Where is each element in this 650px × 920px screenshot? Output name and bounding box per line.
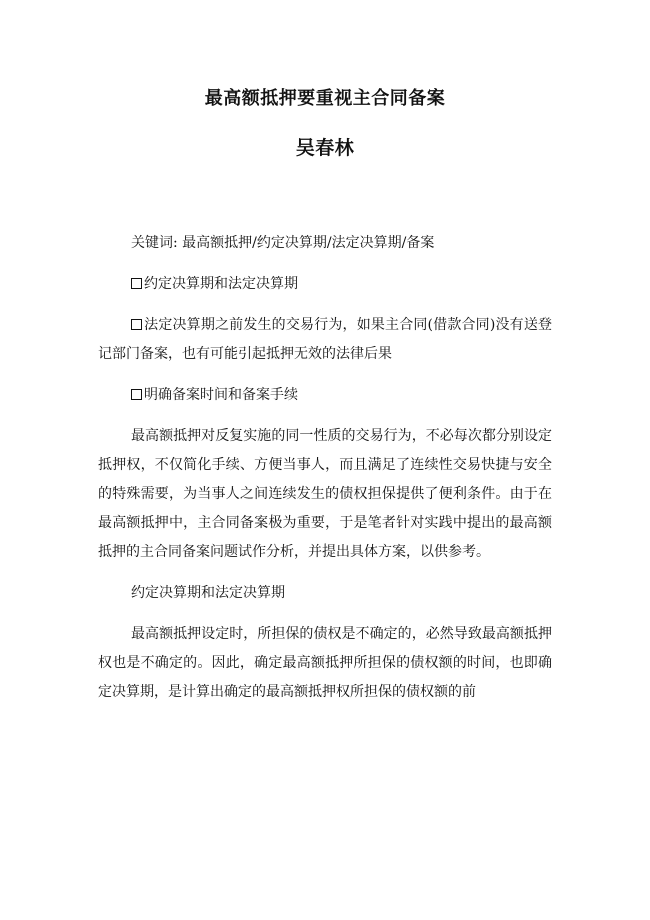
outline-item xyxy=(98,381,552,410)
body-paragraph: 最高额抵押对反复实施的同一性质的交易行为，不必每次都分别设定抵押权，不仅简化手续、方便当事人，而且满足了连续性交易快捷与安全的特殊需要，为当事人之间连续发生的债权担保提供了便利条件。由于在最高额抵押中，主合同备案极为重要，于是笔者针对实践中提出的最高额抵押的主合同备案问题试作分析，并提出具体方案，以供参考。 xyxy=(98,428,552,560)
outline-item-text: 法定决算期之前发生的交易行为，如果主合同(借款合同)没有送登记部门备案，也有可能引起抵押无效的法律后果 xyxy=(98,317,552,362)
checkbox-square-icon xyxy=(131,278,142,289)
document-body xyxy=(98,229,552,719)
outline-item-text: 约定决算期和法定决算期 xyxy=(144,276,298,292)
outline-item xyxy=(98,311,552,369)
outline-item-text: 明确备案时间和备案手续 xyxy=(144,387,298,403)
checkbox-square-icon xyxy=(131,389,142,400)
keywords-line: 关键词: 最高额抵押/约定决算期/法定决算期/备案 xyxy=(131,235,435,251)
document-title: 最高额抵押要重视主合同备案 xyxy=(204,88,446,109)
body-paragraph: 最高额抵押设定时，所担保的债权是不确定的，必然导致最高额抵押权也是不确定的。因此，确定最高额抵押所担保的债权额的时间，也即确定决算期，是计算出确定的最高额抵押权所担保的债权额的前 xyxy=(98,626,552,700)
outline-item xyxy=(98,270,552,299)
document-author: 吴春林 xyxy=(295,137,355,159)
checkbox-square-icon xyxy=(131,319,142,330)
section-heading: 约定决算期和法定决算期 xyxy=(131,585,285,601)
